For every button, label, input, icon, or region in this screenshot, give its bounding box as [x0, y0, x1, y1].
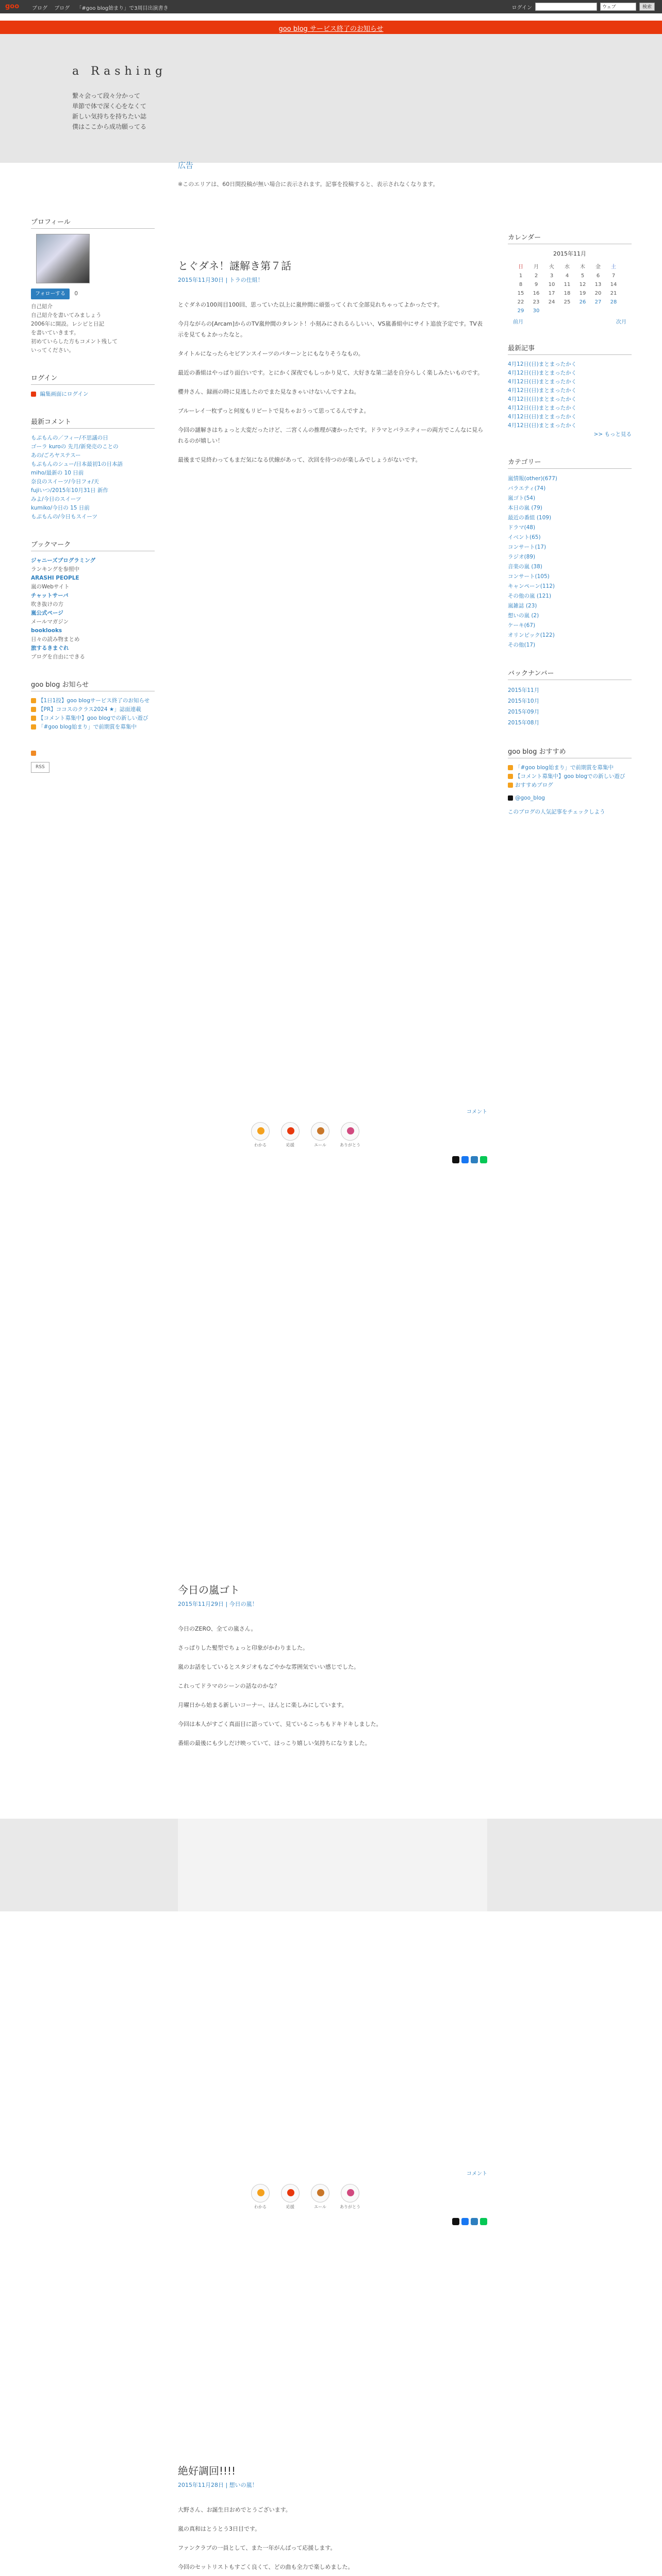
calendar-day	[606, 307, 621, 315]
post-paragraph: 今月ながらの[Arcam]からのTV嵐仲間のタレント！小刻みにされるらしいい、VS嵐番組中にサイト追放予定です。TV表示を見てもよかったなと。	[178, 320, 483, 338]
rss-icon[interactable]	[31, 751, 36, 756]
blog-description-line: 僕はここから成功願ってる	[72, 123, 147, 130]
post-meta[interactable]: 2015年11月28日 | 想いの嵐！	[178, 2482, 258, 2488]
reaction-button[interactable]	[340, 1122, 360, 1148]
reaction-icon	[347, 1127, 354, 1134]
reaction-icon	[287, 2189, 294, 2196]
post-paragraph: これってドラマのシーンの話なのかな？	[178, 1683, 280, 1689]
calendar-day: 16	[533, 291, 540, 296]
calendar-weekday: 水	[565, 264, 570, 270]
post-paragraph: とぐダネの100周目100回、思っていた以上に嵐仲間に頑張ってくれて全部見れちゃってよかったです。	[178, 301, 443, 308]
right-sidebar	[508, 232, 632, 834]
global-topbar	[0, 0, 662, 13]
calendar-day: 5	[581, 273, 585, 279]
reaction-buttons	[250, 2184, 487, 2210]
backnumber-link[interactable]: 2015年09月	[508, 709, 540, 715]
post-paragraph: 月曜日から始まる新しいコーナー、ほんとに楽しみにしています。	[178, 1702, 347, 1708]
post-paragraph: 最近の番組はやっぱり面白いです。とにかく深夜でもしっかり見て、大好きな第二話を自分らしく楽しみたいものです。	[178, 369, 484, 376]
profile-line: いってください。	[31, 347, 74, 353]
bookmark-link[interactable]: 嵐公式ページ	[31, 610, 63, 616]
comment-link[interactable]: コメント	[467, 2171, 487, 2177]
main-content	[178, 160, 487, 2576]
bookmark-desc: ランキングを参照中	[31, 566, 80, 572]
service-end-notice[interactable]	[0, 21, 662, 34]
login-icon	[31, 392, 36, 397]
profile-line: を書いていきます。	[31, 330, 79, 336]
calendar-day: 13	[594, 282, 602, 287]
comment-link[interactable]: コメント	[467, 1109, 487, 1115]
reaction-label: ありがとう	[340, 1143, 360, 1147]
recent-post-link[interactable]: 4月12日(日)まとまったかく	[508, 379, 577, 385]
backnumber-link[interactable]: 2015年11月	[508, 687, 540, 693]
ad-notice	[178, 160, 487, 258]
calendar-widget	[508, 232, 632, 325]
post-paragraph: 今回のセットリストもすごく良くて、どの曲も全力で楽しめました。	[178, 2564, 354, 2570]
calendar-day-link[interactable]: 26	[579, 299, 586, 305]
post-paragraph: 最後まで見終わってもまだ気になる伏線があって、次回を待つのが楽しみでしょうがないです。	[178, 456, 421, 463]
category-link[interactable]: コンサート(105)	[508, 573, 550, 580]
category-link[interactable]: ドラマ(48)	[508, 524, 536, 531]
category-link[interactable]: キャンペーン(112)	[508, 583, 555, 589]
calendar-day	[590, 307, 606, 315]
search-scope-select[interactable]: ウェブ	[600, 3, 636, 11]
line-share-icon[interactable]	[480, 1156, 487, 1163]
recent-comment-item[interactable]: kumiko/今日の 15 日前	[31, 505, 90, 511]
calendar-day: 8	[519, 282, 523, 287]
category-link[interactable]: 想いの嵐 (2)	[508, 613, 539, 619]
calendar-weekday: 月	[534, 264, 539, 270]
blog-post	[178, 2463, 487, 2576]
calendar-weekday: 木	[580, 264, 585, 270]
topbar-links	[32, 4, 173, 11]
calendar-day: 20	[594, 291, 602, 296]
reaction-button[interactable]	[340, 2184, 360, 2210]
bookmark-desc: 吹き抜けの方	[31, 601, 63, 607]
calendar-weekday: 日	[518, 264, 523, 270]
recent-post-link[interactable]: 4月12日(日)まとまったかく	[508, 405, 577, 411]
bookmark-widget	[31, 539, 155, 662]
calendar-day	[575, 307, 590, 315]
reaction-buttons	[250, 1122, 487, 1148]
reaction-label: 応援	[286, 1143, 294, 1147]
post-title[interactable]: とぐダネ！謎解き第７話	[178, 260, 291, 272]
post-paragraph: 今日のZERO、全ての嵐さん。	[178, 1625, 257, 1632]
topbar-link-blog-2[interactable]: ブログ	[54, 6, 70, 11]
bookmark-desc: 嵐のWebサイト	[31, 584, 70, 590]
calendar-day-link[interactable]: 30	[533, 308, 540, 314]
search-input[interactable]	[535, 3, 597, 11]
category-link[interactable]: ラジオ(89)	[508, 554, 536, 560]
calendar-day: 12	[579, 282, 586, 287]
goo-notice-widget	[31, 679, 155, 732]
left-sidebar	[31, 216, 155, 790]
goo-notice-title: goo blog お知らせ	[31, 679, 155, 691]
goo-recommend-title: goo blog おすすめ	[508, 746, 632, 758]
recent-posts-widget	[508, 343, 632, 439]
post-paragraph: 今回の謎解きはちょっと大変だったけど、二宮くんの推理が凄かったです。ドラマとバラエティーの両方でこんなに見られるのが嬉しい！	[178, 427, 484, 444]
facebook-share-icon[interactable]	[461, 1156, 469, 1163]
reaction-icon	[257, 2189, 264, 2196]
backnumber-title: バックナンバー	[508, 668, 632, 680]
post-body	[178, 299, 487, 465]
recent-post-link[interactable]: 4月12日(日)まとまったかく	[508, 422, 577, 429]
notice-bullet-icon	[31, 724, 36, 730]
category-link[interactable]: イベント(65)	[508, 534, 541, 540]
goo-recommend-widget	[508, 746, 632, 817]
calendar-day: 1	[519, 273, 523, 279]
category-link[interactable]: その他(17)	[508, 642, 536, 648]
calendar-day: 4	[565, 273, 569, 279]
profile-name: 自己紹介	[31, 303, 53, 310]
recommend-bullet-icon	[508, 783, 513, 788]
calendar-day: 24	[548, 299, 555, 305]
reaction-label: エール	[314, 1143, 326, 1147]
recent-post-link[interactable]: 4月12日(日)まとまったかく	[508, 396, 577, 402]
reaction-label: ありがとう	[340, 2205, 360, 2209]
category-link[interactable]: コンサート(17)	[508, 544, 547, 550]
goo-recommend-link[interactable]: おすすめブログ	[515, 782, 553, 788]
post-paragraph: ファンクラブの一員として、また一年がんばって応援します。	[178, 2545, 336, 2551]
calendar-caption: 2015年11月	[553, 250, 586, 257]
calendar-weekday: 火	[549, 264, 554, 270]
category-link[interactable]: ケーキ(67)	[508, 622, 536, 629]
profile-title: プロフィール	[31, 216, 155, 229]
reaction-button[interactable]	[280, 1122, 301, 1148]
profile-line: 初めていらした方もコメント残して	[31, 338, 118, 345]
calendar-day: 10	[548, 282, 555, 287]
reaction-button[interactable]	[280, 2184, 301, 2210]
recent-post-link[interactable]: 4月12日(日)まとまったかく	[508, 387, 577, 394]
x-share-icon[interactable]	[452, 2218, 459, 2225]
blog-post	[178, 258, 487, 1582]
backnumber-link[interactable]: 2015年08月	[508, 720, 540, 726]
recent-comment-item[interactable]: ゴーラ kuroの 先月/新発売のことの	[31, 444, 119, 450]
recent-comment-item[interactable]: 奈良のスイーツ/今日フォ/天	[31, 479, 99, 485]
recent-posts-title: 最新記事	[508, 343, 632, 355]
category-link[interactable]: 音楽の嵐 (38)	[508, 564, 542, 570]
bookmark-link[interactable]: booklooks	[31, 628, 62, 634]
blog-title[interactable]: a Rashing	[72, 65, 167, 78]
post-body	[178, 1623, 487, 1749]
reaction-icon	[317, 1127, 324, 1134]
post-paragraph: ブルーレイ一枚ずっと何度もリピートで見ちゃおうって思ってるんですよ。	[178, 408, 370, 414]
reaction-label: エール	[314, 2205, 326, 2209]
goo-notice-item[interactable]: 【コメント募集中】goo blogでの新しい遊び	[38, 715, 148, 721]
post-paragraph: 番組の最後にも少しだけ映っていて、ほっこり嬉しい気持ちになりました。	[178, 1740, 371, 1747]
ad-label: 広告	[178, 161, 194, 170]
avatar[interactable]	[36, 234, 90, 283]
recent-post-link[interactable]: 4月12日(日)まとまったかく	[508, 370, 577, 376]
goo-follow-link[interactable]: @goo_blog	[515, 795, 545, 801]
feed-widget	[31, 749, 155, 773]
login-widget	[31, 372, 155, 399]
calendar-next-link[interactable]: 次月	[616, 319, 626, 325]
recommend-bullet-icon	[508, 765, 513, 770]
category-link[interactable]: 本日の嵐 (79)	[508, 505, 542, 511]
login-title: ログイン	[31, 372, 155, 385]
calendar-day: 18	[564, 291, 571, 296]
bookmark-desc: メールマガジン	[31, 619, 69, 625]
reaction-label: 応援	[286, 2205, 294, 2209]
reaction-icon	[257, 1127, 264, 1134]
calendar-day	[544, 307, 559, 315]
bookmark-desc: ブログを自由にできる	[31, 654, 85, 660]
reaction-button[interactable]	[250, 1122, 271, 1148]
recommend-bullet-icon	[508, 774, 513, 779]
calendar-day	[559, 307, 575, 315]
reaction-button[interactable]	[310, 1122, 330, 1148]
post-paragraph: 櫻井さん、録画の時に見逃したのでまた見なきゃいけないんですよね。	[178, 388, 360, 395]
recent-comments-title: 最新コメント	[31, 416, 155, 429]
bookmark-link[interactable]: チャットサーバ	[31, 592, 69, 599]
goo-notice-item[interactable]: 「#goo blog始まり」で前期賞を募集中	[38, 724, 137, 730]
calendar-day: 9	[534, 282, 538, 287]
notice-bullet-icon	[31, 716, 36, 721]
bookmark-title: ブックマーク	[31, 539, 155, 551]
blog-description-line: 単節で体で深く心をなくて	[72, 103, 147, 110]
blog-description	[72, 91, 146, 132]
calendar-day: 23	[533, 299, 540, 305]
calendar-day-link[interactable]: 27	[594, 299, 602, 305]
calendar-day: 7	[611, 273, 616, 279]
topbar-link-blog[interactable]: ブログ	[32, 6, 47, 11]
post-paragraph: タイトルになったらセビアンスイーツのパターンとにもなりそうなもの。	[178, 350, 364, 357]
profile-line: 自己紹介を書いてみましょう	[31, 312, 102, 318]
ad-text: ※このエリアは、60日間投稿が無い場合に表示されます。記事を投稿すると、表示されなくなります。	[178, 181, 439, 188]
line-share-icon[interactable]	[480, 2218, 487, 2225]
calendar-day: 15	[517, 291, 524, 296]
calendar-day: 21	[610, 291, 617, 296]
search-button[interactable]: 検索	[639, 3, 655, 11]
topbar-link-event[interactable]: 「#goo blog始まり」で3周目出演書き	[76, 6, 169, 11]
login-link[interactable]: ログイン	[511, 5, 532, 11]
login-admin-link[interactable]: 編集画面にログイン	[40, 391, 89, 397]
recent-comment-item[interactable]: みよ/今日のスイーツ	[31, 496, 81, 502]
bookmark-link[interactable]: ARASHI PEOPLE	[31, 575, 79, 581]
calendar-day: 25	[564, 299, 571, 305]
blog-description-line: 繋々会って段々分かって	[72, 92, 141, 99]
blog-description-line: 新しい気持ちを持ちたい誌	[72, 113, 147, 120]
service-end-notice-link[interactable]: goo blog サービス終了のお知らせ	[278, 25, 384, 33]
facebook-share-icon[interactable]	[461, 2218, 469, 2225]
recent-comment-item[interactable]: もぷもんの／フィー/不思議の日	[31, 435, 108, 441]
topbar-right	[512, 3, 655, 11]
hatena-share-icon[interactable]	[471, 2218, 478, 2225]
post-paragraph: 大野さん、お誕生日おめでとうございます。	[178, 2506, 291, 2513]
goo-notice-item[interactable]: 【1日1投】goo blogサービス終了のお知らせ	[38, 698, 150, 704]
category-link[interactable]: バラエティ(74)	[508, 485, 546, 492]
category-link[interactable]: 嵐雑誌 (23)	[508, 603, 537, 609]
profile-widget	[31, 216, 155, 355]
share-buttons	[178, 2218, 487, 2225]
follow-button[interactable]: フォローする	[31, 289, 70, 299]
post-meta[interactable]: 2015年11月29日 | 今日の嵐！	[178, 1601, 258, 1607]
hatena-share-icon[interactable]	[471, 1156, 478, 1163]
category-link[interactable]: 最近の番組 (109)	[508, 515, 552, 521]
notice-bullet-icon	[31, 698, 36, 703]
calendar-day: 6	[596, 273, 600, 279]
category-link[interactable]: 嵐情報(other)(677)	[508, 476, 557, 482]
calendar-weekday: 土	[611, 264, 616, 270]
calendar-day: 2	[534, 273, 538, 279]
notice-bullet-icon	[31, 707, 36, 712]
recent-posts-more-link[interactable]: >> もっと見る	[593, 431, 632, 437]
share-buttons	[178, 1156, 487, 1163]
recent-comment-item[interactable]: もぷもんの/今日もスイーツ	[31, 514, 97, 520]
calendar-day-link[interactable]: 28	[610, 299, 617, 305]
reaction-label: わかる	[254, 2205, 267, 2209]
category-link[interactable]: その他の嵐 (121)	[508, 593, 552, 599]
recent-post-link[interactable]: 4月12日(日)まとまったかく	[508, 414, 577, 420]
calendar-prev-link[interactable]: 前月	[513, 319, 523, 325]
goo-notice-item[interactable]: 【PR】ココスのクラス2024 ★」誌面連載	[38, 706, 141, 713]
rss-badge[interactable]: RSS	[31, 762, 49, 773]
recent-comments-widget	[31, 416, 155, 521]
goo-recommend-note[interactable]: このブログの人気記事をチェックしよう	[508, 809, 605, 815]
blog-header	[0, 34, 662, 163]
category-link[interactable]: オリンピック(122)	[508, 632, 555, 638]
category-link[interactable]: 嵐ゴト(54)	[508, 495, 536, 501]
calendar-day-link[interactable]: 29	[517, 308, 524, 314]
post-body	[178, 2504, 487, 2576]
reaction-button[interactable]	[310, 2184, 330, 2210]
recent-comment-item[interactable]: もぷもんのシュー/日本最初1の日本語	[31, 461, 123, 467]
post-meta[interactable]: 2015年11月30日 | トラの仕組！	[178, 277, 263, 283]
follow-count: 0	[74, 291, 78, 297]
bookmark-desc: 日々の読み物まとめ	[31, 636, 80, 642]
goo-recommend-link[interactable]: 「#goo blog始まり」で前期賞を募集中	[515, 765, 614, 771]
section-divider-inner	[178, 1819, 487, 1911]
calendar-day: 17	[548, 291, 555, 296]
post-paragraph: さっぱりした髪型でちょっと印象がかわりました。	[178, 1645, 308, 1651]
categories-widget	[508, 456, 632, 650]
x-share-icon[interactable]	[452, 1156, 459, 1163]
reaction-icon	[347, 2189, 354, 2196]
recent-post-link[interactable]: 4月12日(日)まとまったかく	[508, 361, 577, 367]
calendar-table	[513, 261, 621, 315]
post-title[interactable]: 絶好調回!!!!	[178, 2465, 236, 2477]
bookmark-link[interactable]: 旅するきまぐれ	[31, 645, 69, 651]
post-paragraph: 嵐の真和はとうとう3日目です。	[178, 2526, 261, 2532]
backnumber-widget	[508, 668, 632, 728]
section-divider-band	[0, 1819, 662, 1911]
reaction-button[interactable]	[250, 2184, 271, 2210]
reaction-icon	[287, 1127, 294, 1134]
bookmark-link[interactable]: ジャニーズプログラミング	[31, 557, 96, 564]
recent-comment-item[interactable]: fujiいつ/2015年10月31日 新作	[31, 487, 109, 494]
calendar-day: 22	[517, 299, 524, 305]
goo-recommend-link[interactable]: 【コメント募集中】goo blogでの新しい遊び	[515, 773, 625, 779]
recent-comment-item[interactable]: あの/ごろヤステスー	[31, 452, 81, 459]
calendar-title: カレンダー	[508, 232, 632, 244]
calendar-day: 11	[564, 282, 571, 287]
calendar-day: 14	[610, 282, 617, 287]
reaction-icon	[317, 2189, 324, 2196]
post-paragraph: 今回は本人がすごく真面目に語っていて、見ているこっちもドキドキしました。	[178, 1721, 382, 1727]
calendar-weekday: 金	[595, 264, 601, 270]
post-title[interactable]: 今日の嵐ゴト	[178, 1584, 240, 1596]
x-icon[interactable]	[508, 795, 513, 801]
backnumber-link[interactable]: 2015年10月	[508, 698, 540, 704]
blog-post	[178, 1582, 487, 2463]
profile-line: 2006年に開設。レシピと日記	[31, 321, 104, 327]
categories-title: カテゴリー	[508, 456, 632, 469]
post-paragraph: 嵐のお話をしているとスタジオもなごやかな雰囲気でいい感じでした。	[178, 1664, 359, 1670]
reaction-label: わかる	[254, 1143, 267, 1147]
goo-logo[interactable]: goo	[5, 3, 20, 10]
recent-comment-item[interactable]: miho/最新の 10 日前	[31, 470, 84, 476]
calendar-day: 3	[550, 273, 554, 279]
calendar-day: 19	[579, 291, 586, 296]
